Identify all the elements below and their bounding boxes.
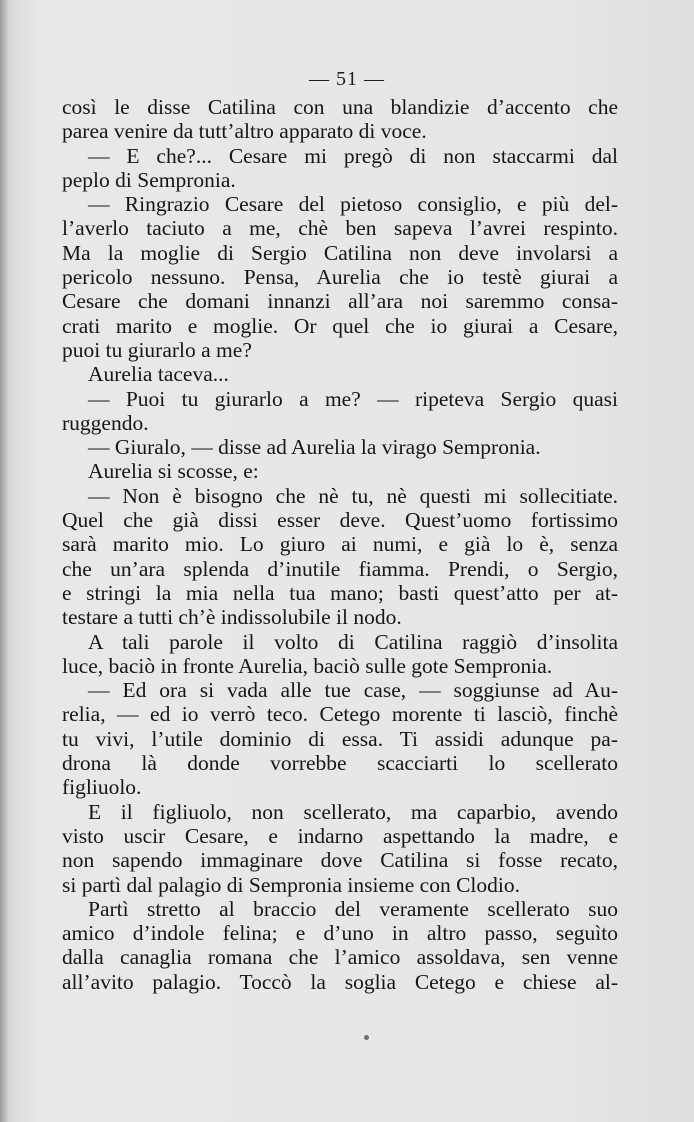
text-line: — Puoi tu giurarlo a me? — ripeteva Sergio quasi bbox=[88, 386, 618, 411]
text-line: — Ed ora si vada alle tue case, — soggiunse ad Au- bbox=[88, 678, 618, 703]
text-line: visto uscir Cesare, e indarno aspettando la madre, e bbox=[62, 823, 618, 848]
page-binding-edge bbox=[0, 0, 8, 1122]
text-line: sarà marito mio. Lo giuro ai numi, e già lo è, senza bbox=[62, 532, 618, 557]
text-line: pericolo nessuno. Pensa, Aurelia che io testè giurai a bbox=[62, 265, 618, 290]
text-line: — Ringrazio Cesare del pietoso consiglio, e più del- bbox=[88, 192, 618, 217]
text-line: crati marito e moglie. Or quel che io giurai a Cesare, bbox=[62, 313, 618, 338]
text-line: l’averlo taciuto a me, chè ben sapeva l’avrei respinto. bbox=[62, 216, 618, 241]
text-line: amico d’indole felina; e d’uno in altro passo, seguìto bbox=[62, 921, 618, 946]
text-line: figliuolo. bbox=[62, 775, 142, 800]
text-line: — Non è bisogno che nè tu, nè questi mi sollecitiate. bbox=[88, 483, 618, 508]
text-line: luce, baciò in fronte Aurelia, baciò sulle gote Sempronia. bbox=[62, 653, 553, 678]
text-line: — Giuralo, — disse ad Aurelia la virago Sempronia. bbox=[88, 435, 541, 460]
text-line: Partì stretto al braccio del veramente scellerato suo bbox=[88, 896, 618, 921]
text-line: relia, — ed io verrò teco. Cetego morente ti lasciò, finchè bbox=[62, 702, 618, 727]
text-line: peplo di Sempronia. bbox=[62, 167, 236, 192]
text-line: si partì dal palagio di Sempronia insieme con Clodio. bbox=[62, 872, 520, 897]
text-line: Aurelia taceva... bbox=[88, 362, 229, 387]
text-line: Aurelia si scosse, e: bbox=[88, 459, 259, 484]
text-line: parea venire da tutt’altro apparato di voce. bbox=[62, 119, 427, 144]
text-line: Cesare che domani innanzi all’ara noi saremmo consa- bbox=[62, 289, 618, 314]
ink-spot bbox=[364, 1035, 369, 1040]
text-line: e stringi la mia nella tua mano; basti quest’atto per at- bbox=[62, 580, 618, 605]
text-line: che un’ara splenda d’inutile fiamma. Prendi, o Sergio, bbox=[62, 556, 618, 581]
text-line: A tali parole il volto di Catilina raggiò d’insolita bbox=[88, 629, 618, 654]
text-line: puoi tu giurarlo a me? bbox=[62, 337, 252, 362]
text-line: all’avito palagio. Toccò la soglia Cetego e chiese al- bbox=[62, 969, 618, 994]
text-line: drona là donde vorrebbe scacciarti lo scellerato bbox=[62, 751, 618, 776]
text-line: tu vivi, l’utile dominio di essa. Ti assidi adunque pa- bbox=[62, 726, 618, 751]
text-line: ruggendo. bbox=[62, 410, 149, 435]
body-text bbox=[62, 95, 618, 994]
page-number: — 51 — bbox=[309, 68, 385, 90]
text-line: E il figliuolo, non scellerato, ma caparbio, avendo bbox=[88, 799, 618, 824]
text-line: Ma la moglie di Sergio Catilina non deve involarsi a bbox=[62, 240, 618, 265]
text-line: — E che?... Cesare mi pregò di non staccarmi dal bbox=[88, 143, 618, 168]
text-line: così le disse Catilina con una blandizie d’accento che bbox=[62, 95, 618, 119]
text-line: Quel che già dissi esser deve. Quest’uomo fortissimo bbox=[62, 508, 618, 533]
text-line: dalla canaglia romana che l’amico assoldava, sen venne bbox=[62, 945, 618, 970]
text-line: non sapendo immaginare dove Catilina si fosse recato, bbox=[62, 848, 618, 873]
text-line: testare a tutti ch’è indissolubile il nodo. bbox=[62, 605, 402, 630]
